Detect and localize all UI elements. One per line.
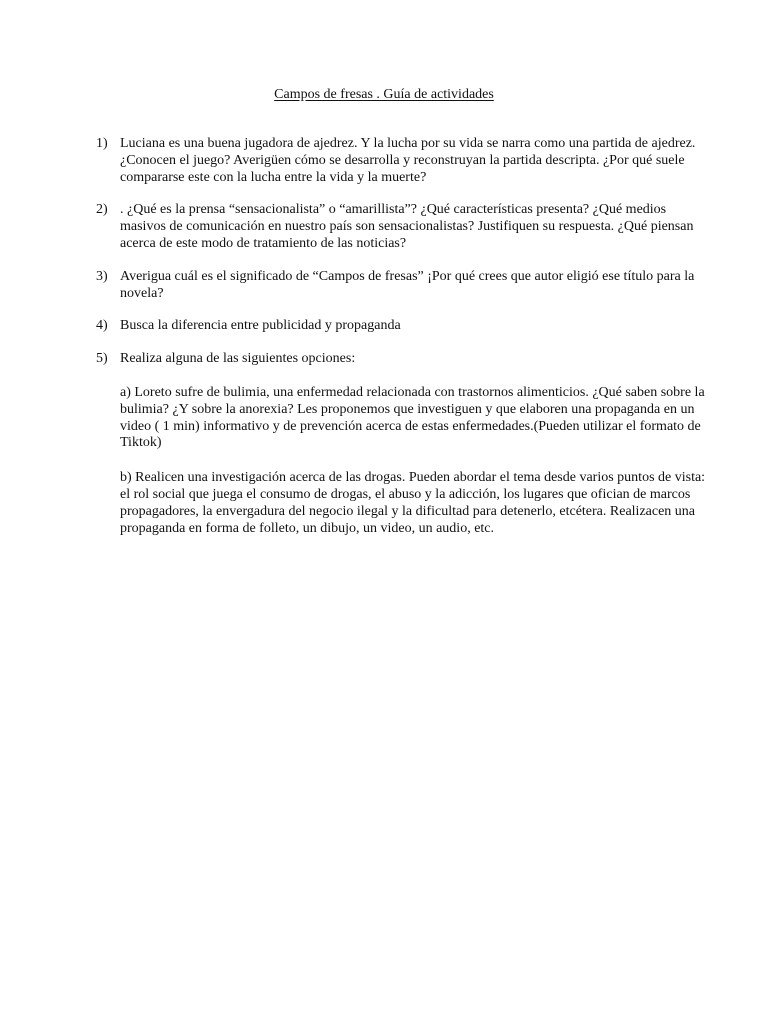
item-number: 1) xyxy=(96,136,108,151)
item-text: . ¿Qué es la prensa “sensacionalista” o “amarillista”? ¿Qué características presenta? ¿Qué medios masivos de comunicación en nuestro país son sensacionalistas? Justifiquen su respuesta. ¿Qué piensan acerca de este modo de tratamiento de las noticias? xyxy=(120,202,694,251)
option-a: a) Loreto sufre de bulimia, una enfermedad relacionada con trastornos alimenticios. ¿Qué saben sobre la bulimia? ¿Y sobre la anorexia? Les proponemos que investiguen y que elaboren una propaganda en un video ( 1 min) informativo y de prevención acerca de estas enfermedades.(Pueden utilizar el formato de Tiktok) xyxy=(120,384,705,451)
document-title: Campos de fresas . Guía de actividades xyxy=(274,87,494,102)
item-text: Averigua cuál es el significado de “Campos de fresas” ¡Por qué crees que autor eligió ese título para la novela? xyxy=(120,268,695,301)
activity-list xyxy=(96,136,706,553)
item-number: 4) xyxy=(96,318,108,334)
item-number: 5) xyxy=(96,351,108,367)
item-number: 2) xyxy=(96,202,108,218)
activity-item-2 xyxy=(96,202,706,252)
option-b: b) Realicen una investigación acerca de las drogas. Pueden abordar el tema desde varios puntos de vista: el rol social que juega el consumo de drogas, el abuso y la adicción, los lugares que ofician de marcos propagadores, la envergadura del negocio ilegal y la dificultad para detenerlo, etcétera. Realizacen una propaganda en forma de folleto, un dibujo, un video, un audio, etc. xyxy=(120,470,706,536)
item-number: 3) xyxy=(96,268,108,284)
item-text: Realiza alguna de las siguientes opciones: xyxy=(120,351,356,367)
activity-item-4 xyxy=(96,318,706,335)
item-text: Busca la diferencia entre publicidad y propaganda xyxy=(120,318,401,334)
item-text: Luciana es una buena jugadora de ajedrez. Y la lucha por su vida se narra como una partida de ajedrez. ¿Conocen el juego? Averigüen cómo se desarrolla y reconstruyan la partida descripta. ¿Por qué suele compararse este con la lucha entre la vida y la muerte? xyxy=(120,136,696,185)
activity-item-1 xyxy=(96,136,706,186)
activity-item-5 xyxy=(96,351,706,537)
activity-item-3 xyxy=(96,269,706,303)
